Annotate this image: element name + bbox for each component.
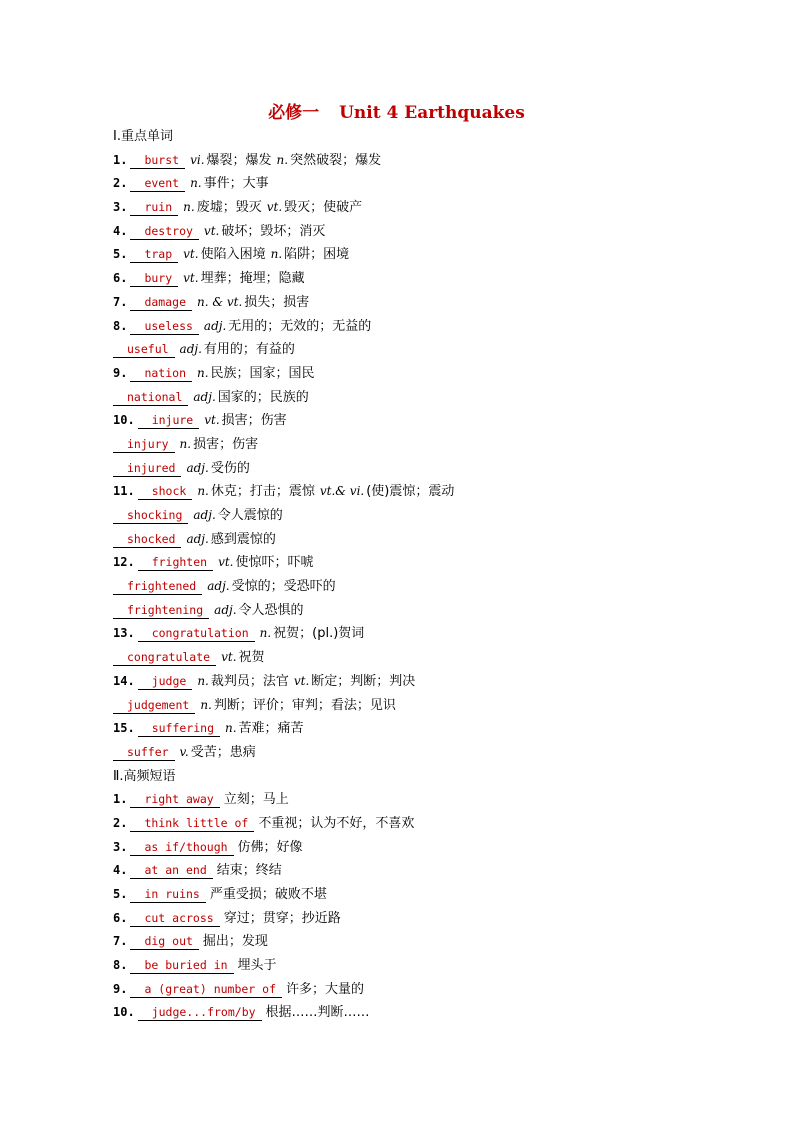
definition: 受伤的 (210, 460, 250, 476)
vocab-item (113, 646, 753, 670)
item-number: 14. (113, 673, 135, 688)
vocab-item (113, 504, 753, 528)
vocab-item (113, 717, 753, 741)
part-of-speech: n. (225, 721, 237, 736)
answer-word: injured (113, 461, 181, 477)
vocab-item (113, 267, 753, 291)
part-of-speech: adj. (186, 460, 209, 475)
answer-phrase: judge...from/by (138, 1005, 262, 1021)
definition: 使惊吓；吓唬 (235, 555, 314, 571)
meaning: 掘出；发现 (202, 934, 268, 950)
answer-word: shocked (113, 532, 181, 548)
answer-word: judge (138, 674, 193, 690)
answer-word: suffering (138, 721, 220, 737)
vocab-item (113, 149, 753, 173)
vocab-item (113, 551, 753, 575)
definition: 事件；大事 (203, 176, 269, 192)
phrase-item (113, 812, 753, 836)
definition: 令人震惊的 (217, 508, 283, 523)
vocab-list (113, 149, 753, 765)
part-of-speech: n. (259, 626, 272, 641)
definition: 陷阱；困境 (284, 247, 350, 263)
answer-word: event (130, 176, 185, 192)
item-number: 4. (113, 863, 128, 878)
phrase-item (113, 978, 753, 1002)
definition: 感到震惊的 (210, 531, 276, 547)
item-number: 1. (113, 792, 128, 807)
phrase-item (113, 1001, 753, 1025)
part-of-speech: n. (183, 200, 195, 215)
item-number: 15. (113, 721, 135, 736)
part-of-speech: n. & vt. (197, 294, 243, 309)
part-of-speech: adj. (186, 531, 209, 546)
part-of-speech: n. (190, 176, 202, 191)
item-number: 12. (113, 555, 135, 570)
vocab-item (113, 291, 753, 315)
definition: 受苦；患病 (190, 744, 256, 760)
definition: 民族；国家；国民 (210, 365, 315, 381)
answer-word: injure (138, 413, 200, 429)
vocab-item (113, 457, 753, 481)
phrase-item (113, 788, 753, 812)
item-number: 4. (113, 223, 128, 238)
definition: 损害；伤害 (221, 413, 287, 429)
item-number: 7. (113, 294, 128, 309)
answer-word: national (113, 390, 188, 406)
vocab-item (113, 196, 753, 220)
item-number: 6. (113, 271, 128, 286)
definition: 有用的；有益的 (203, 342, 295, 358)
answer-word: shocking (113, 508, 188, 524)
meaning: 许多；大量的 (286, 981, 365, 997)
answer-phrase: cut across (130, 911, 219, 927)
part-of-speech: adj. (193, 508, 216, 522)
definition: (使)震惊；震动 (366, 484, 455, 500)
item-number: 6. (113, 910, 128, 925)
meaning: 立刻；马上 (223, 792, 289, 808)
definition: 令人恐惧的 (238, 602, 304, 618)
answer-word: useless (130, 319, 198, 335)
answer-word: shock (138, 484, 193, 500)
phrase-item (113, 836, 753, 860)
part-of-speech: n. (197, 365, 209, 380)
answer-phrase: a (great) number of (130, 982, 282, 998)
definition: 无用的；无效的；无益的 (228, 318, 372, 334)
definition: 爆裂；爆发 (206, 152, 272, 168)
answer-phrase: dig out (130, 934, 198, 950)
item-number: 3. (113, 839, 128, 854)
part-of-speech: vt. (266, 200, 283, 215)
vocab-item (113, 315, 753, 339)
vocab-item (113, 741, 753, 765)
item-number: 11. (113, 484, 135, 499)
meaning: 不重视；认为不好，不喜欢 (258, 815, 415, 831)
vocab-item (113, 599, 753, 623)
part-of-speech: adj. (179, 342, 202, 357)
answer-word: frightening (113, 603, 209, 619)
phrase-item (113, 930, 753, 954)
definition: 苦难；痛苦 (238, 721, 304, 737)
definition: 国家的；民族的 (217, 389, 309, 405)
item-number: 9. (113, 365, 128, 380)
title-english: Unit 4 Earthquakes (339, 103, 525, 123)
part-of-speech: adj. (193, 389, 216, 404)
item-number: 10. (113, 1005, 135, 1020)
item-number: 3. (113, 200, 128, 215)
item-number: 8. (113, 318, 128, 333)
part-of-speech: vt. (221, 650, 237, 665)
part-of-speech: v. (179, 744, 189, 759)
vocab-item (113, 362, 753, 386)
answer-word: destroy (130, 224, 198, 240)
part-of-speech: adj. (207, 579, 230, 594)
phrase-item (113, 954, 753, 978)
answer-word: burst (130, 153, 185, 169)
part-of-speech: vt. (183, 247, 199, 262)
part-of-speech: vi. (190, 152, 205, 167)
definition: 祝贺；(pl.)贺词 (273, 626, 365, 642)
answer-word: frightened (113, 579, 202, 595)
meaning: 严重受损；破败不堪 (209, 887, 327, 902)
definition: 受惊的；受恐吓的 (231, 579, 336, 595)
answer-word: suffer (113, 745, 175, 761)
answer-word: injury (113, 437, 175, 453)
part-of-speech: vt. (204, 413, 220, 428)
definition: 毁灭；使破产 (284, 200, 363, 216)
definition: 使陷入困境 (200, 247, 266, 263)
definition: 损害；伤害 (193, 436, 259, 452)
answer-word: bury (130, 271, 178, 287)
answer-word: frighten (138, 555, 213, 571)
item-number: 2. (113, 176, 128, 191)
part-of-speech: n. (270, 247, 283, 262)
definition: 突然破裂；爆发 (290, 152, 382, 168)
part-of-speech: vt. (293, 673, 310, 688)
part-of-speech: n. (179, 436, 192, 451)
item-number: 5. (113, 887, 128, 901)
part-of-speech: vt.& vi. (319, 484, 365, 499)
definition: 裁判员；法官 (210, 673, 289, 689)
item-number: 5. (113, 247, 128, 262)
answer-phrase: at an end (130, 863, 212, 879)
title-chinese: 必修一 (268, 103, 320, 123)
item-number: 9. (113, 981, 128, 996)
meaning: 结束；终结 (216, 863, 282, 879)
item-number: 10. (113, 413, 135, 428)
vocab-item (113, 528, 753, 552)
part-of-speech: n. (200, 697, 212, 712)
answer-word: judgement (113, 698, 195, 714)
vocab-item (113, 409, 753, 433)
part-of-speech: vt. (203, 223, 220, 238)
vocab-item (113, 575, 753, 599)
answer-word: nation (130, 366, 192, 382)
phrase-item (113, 883, 753, 907)
answer-word: congratulate (113, 650, 216, 666)
definition: 埋葬；掩埋；隐藏 (200, 271, 305, 287)
item-number: 2. (113, 815, 128, 830)
vocab-item (113, 172, 753, 196)
vocab-item (113, 622, 753, 646)
vocab-item (113, 694, 753, 718)
item-number: 8. (113, 958, 128, 973)
answer-word: useful (113, 342, 175, 358)
part-of-speech: n. (197, 673, 209, 688)
vocab-item (113, 433, 753, 457)
answer-phrase: be buried in (130, 958, 233, 974)
definition: 休克；打击；震惊 (210, 484, 315, 500)
part-of-speech: adj. (214, 602, 237, 617)
answer-word: congratulation (138, 626, 255, 642)
meaning: 埋头于 (237, 958, 277, 974)
answer-phrase: in ruins (130, 887, 205, 903)
vocab-item (113, 670, 753, 694)
page-title (0, 98, 793, 123)
answer-phrase: think little of (130, 816, 254, 832)
part-of-speech: n. (276, 152, 289, 167)
vocab-item (113, 386, 753, 410)
part-of-speech: adj. (203, 318, 227, 333)
answer-phrase: as if/though (130, 840, 233, 856)
part-of-speech: vt. (218, 555, 234, 570)
answer-word: ruin (130, 200, 178, 216)
meaning: 穿过；贯穿；抄近路 (223, 910, 341, 926)
vocab-item (113, 338, 753, 362)
item-number: 13. (113, 626, 135, 641)
meaning: 根据……判断…… (265, 1005, 370, 1021)
answer-word: damage (130, 295, 192, 311)
item-number: 1. (113, 152, 128, 167)
answer-phrase: right away (130, 792, 219, 808)
vocab-item (113, 243, 753, 267)
phrase-list (113, 788, 753, 1025)
definition: 破坏；毁坏；消灭 (221, 223, 326, 239)
vocab-item (113, 480, 753, 504)
meaning: 仿佛；好像 (237, 839, 303, 855)
part-of-speech: n. (197, 484, 209, 499)
definition: 废墟；毁灭 (196, 200, 262, 216)
definition: 断定；判断；判决 (311, 673, 416, 689)
definition: 判断；评价；审判；看法；见识 (213, 697, 396, 713)
answer-word: trap (130, 247, 178, 263)
vocab-item (113, 220, 753, 244)
definition: 祝贺 (238, 650, 265, 666)
phrase-item (113, 907, 753, 931)
part-of-speech: vt. (183, 271, 199, 286)
definition: 损失；损害 (244, 294, 310, 310)
worksheet-content (113, 125, 753, 1025)
section2-heading: Ⅱ.高频短语 (113, 768, 176, 784)
section1-heading: Ⅰ.重点单词 (113, 129, 173, 144)
phrase-item (113, 859, 753, 883)
item-number: 7. (113, 934, 128, 949)
